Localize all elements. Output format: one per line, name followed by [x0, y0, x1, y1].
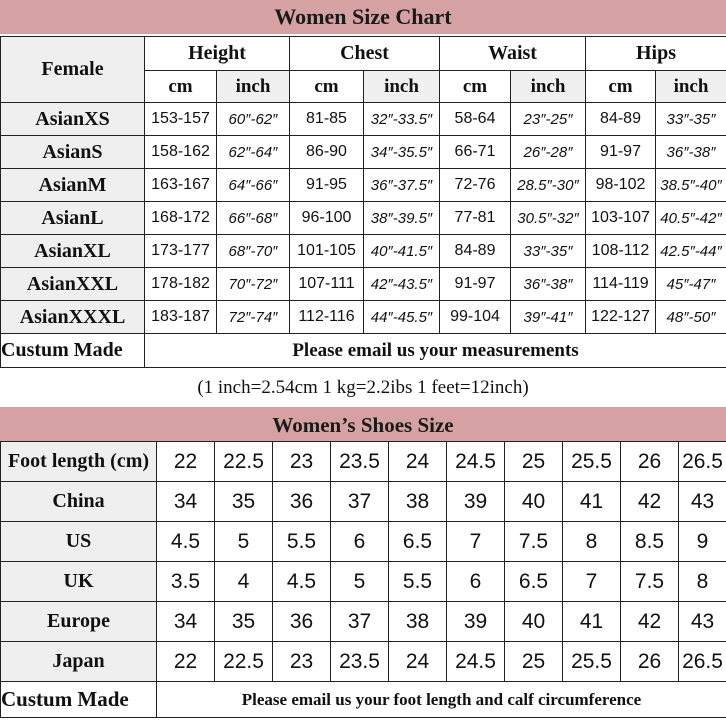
- inch-cell: 33″-35″: [656, 103, 726, 136]
- shoe-size-cell: 24: [389, 442, 447, 482]
- cm-cell: 86-90: [290, 136, 364, 169]
- shoe-size-cell: 39: [447, 602, 505, 642]
- inch-cell: 36″-37.5″: [364, 169, 440, 202]
- shoe-size-cell: 5.5: [273, 522, 331, 562]
- shoe-size-cell: 5.5: [389, 562, 447, 602]
- unit-header: cm: [145, 71, 217, 103]
- inch-cell: 38″-39.5″: [364, 202, 440, 235]
- shoe-row-label: US: [1, 522, 157, 562]
- shoe-size-cell: 5: [331, 562, 389, 602]
- shoe-size-cell: 42: [621, 602, 679, 642]
- shoe-size-cell: 7.5: [621, 562, 679, 602]
- shoe-size-cell: 6: [447, 562, 505, 602]
- conversion-note: (1 inch=2.54cm 1 kg=2.2ibs 1 feet=12inch): [197, 377, 529, 398]
- shoe-size-cell: 34: [157, 482, 215, 522]
- inch-cell: 32″-33.5″: [364, 103, 440, 136]
- cm-cell: 98-102: [586, 169, 656, 202]
- cm-cell: 58-64: [440, 103, 511, 136]
- unit-header: inch: [511, 71, 586, 103]
- shoe-size-cell: 38: [389, 602, 447, 642]
- shoe-row-label: UK: [1, 562, 157, 602]
- inch-cell: 44″-45.5″: [364, 301, 440, 334]
- shoe-size-cell: 42: [621, 482, 679, 522]
- shoe-size-cell: 36: [273, 602, 331, 642]
- size-label: AsianS: [1, 136, 145, 169]
- inch-cell: 42.5″-44″: [656, 235, 726, 268]
- shoe-row-label: China: [1, 482, 157, 522]
- shoe-size-cell: 39: [447, 482, 505, 522]
- shoe-size-cell: 35: [215, 482, 273, 522]
- inch-cell: 28.5″-30″: [511, 169, 586, 202]
- custom-made-message: Please email us your measurements: [145, 334, 726, 368]
- cm-cell: 66-71: [440, 136, 511, 169]
- inch-cell: 62″-64″: [217, 136, 290, 169]
- size-row: [1, 136, 726, 169]
- size-row: [1, 235, 726, 268]
- cm-cell: 96-100: [290, 202, 364, 235]
- shoe-size-cell: 8.5: [621, 522, 679, 562]
- shoe-size-cell: 22.5: [215, 642, 273, 682]
- size-row: [1, 103, 726, 136]
- shoe-size-cell: 26: [621, 642, 679, 682]
- shoe-size-cell: 34: [157, 602, 215, 642]
- inch-cell: 26″-28″: [511, 136, 586, 169]
- group-header-hips: Hips: [586, 37, 726, 71]
- cm-cell: 153-157: [145, 103, 217, 136]
- shoe-size-cell: 23: [273, 642, 331, 682]
- custom-made-label: Custum Made: [1, 334, 145, 368]
- shoe-size-cell: 36: [273, 482, 331, 522]
- shoe-size-cell: 22.5: [215, 442, 273, 482]
- shoe-size-cell: 7: [447, 522, 505, 562]
- unit-header: inch: [217, 71, 290, 103]
- size-label: AsianXL: [1, 235, 145, 268]
- cm-cell: 84-89: [586, 103, 656, 136]
- group-header-chest: Chest: [290, 37, 440, 71]
- shoe-size-cell: 7: [563, 562, 621, 602]
- shoe-size-cell: 4.5: [273, 562, 331, 602]
- shoe-size-cell: 35: [215, 602, 273, 642]
- shoe-size-cell: 25: [505, 642, 563, 682]
- size-row: [1, 202, 726, 235]
- cm-cell: 77-81: [440, 202, 511, 235]
- shoe-size-cell: 41: [563, 482, 621, 522]
- cm-cell: 91-97: [440, 268, 511, 301]
- inch-cell: 60″-62″: [217, 103, 290, 136]
- inch-cell: 30.5″-32″: [511, 202, 586, 235]
- size-label: AsianXXL: [1, 268, 145, 301]
- inch-cell: 40.5″-42″: [656, 202, 726, 235]
- shoe-size-cell: 3.5: [157, 562, 215, 602]
- shoe-size-cell: 6: [331, 522, 389, 562]
- group-header-waist: Waist: [440, 37, 586, 71]
- inch-cell: 33″-35″: [511, 235, 586, 268]
- size-chart-table: [0, 36, 726, 368]
- shoe-size-cell: 8: [679, 562, 726, 602]
- shoe-row-label: Foot length (cm): [1, 442, 157, 482]
- shoe-row-label: Japan: [1, 642, 157, 682]
- shoe-size-cell: 43: [679, 482, 726, 522]
- cm-cell: 112-116: [290, 301, 364, 334]
- shoe-size-cell: 8: [563, 522, 621, 562]
- cm-cell: 91-95: [290, 169, 364, 202]
- shoe-size-cell: 26: [621, 442, 679, 482]
- size-chart-title: Women Size Chart: [0, 0, 726, 34]
- shoe-row: [1, 442, 726, 482]
- unit-header: inch: [364, 71, 440, 103]
- shoe-size-cell: 23.5: [331, 442, 389, 482]
- cm-cell: 178-182: [145, 268, 217, 301]
- inch-cell: 64″-66″: [217, 169, 290, 202]
- shoe-row: [1, 482, 726, 522]
- cm-cell: 158-162: [145, 136, 217, 169]
- shoe-size-cell: 26.5: [679, 442, 726, 482]
- unit-header: inch: [656, 71, 726, 103]
- cm-cell: 168-172: [145, 202, 217, 235]
- shoe-size-cell: 25: [505, 442, 563, 482]
- shoe-row: [1, 602, 726, 642]
- cm-cell: 72-76: [440, 169, 511, 202]
- cm-cell: 122-127: [586, 301, 656, 334]
- cm-cell: 91-97: [586, 136, 656, 169]
- cm-cell: 103-107: [586, 202, 656, 235]
- size-label: AsianM: [1, 169, 145, 202]
- shoe-size-cell: 24.5: [447, 442, 505, 482]
- cm-cell: 173-177: [145, 235, 217, 268]
- shoe-size-cell: 24: [389, 642, 447, 682]
- inch-cell: 42″-43.5″: [364, 268, 440, 301]
- shoe-size-cell: 41: [563, 602, 621, 642]
- size-label: AsianXXXL: [1, 301, 145, 334]
- shoe-size-cell: 26.5: [679, 642, 726, 682]
- shoe-size-cell: 25.5: [563, 642, 621, 682]
- inch-cell: 39″-41″: [511, 301, 586, 334]
- cm-cell: 101-105: [290, 235, 364, 268]
- shoe-size-cell: 9: [679, 522, 726, 562]
- cm-cell: 108-112: [586, 235, 656, 268]
- cm-cell: 81-85: [290, 103, 364, 136]
- shoes-chart-title: Women’s Shoes Size: [0, 407, 726, 441]
- shoe-custom-made-message: Please email us your foot length and calf circumference: [157, 682, 726, 718]
- shoe-size-cell: 7.5: [505, 522, 563, 562]
- cm-cell: 163-167: [145, 169, 217, 202]
- shoe-size-cell: 23.5: [331, 642, 389, 682]
- shoe-row-label: Europe: [1, 602, 157, 642]
- shoe-custom-made-label: Custum Made: [1, 682, 157, 718]
- size-row: [1, 268, 726, 301]
- shoe-size-cell: 40: [505, 482, 563, 522]
- shoe-size-cell: 40: [505, 602, 563, 642]
- female-header: Female: [1, 37, 145, 103]
- shoe-row: [1, 562, 726, 602]
- shoe-size-cell: 37: [331, 482, 389, 522]
- cm-cell: 99-104: [440, 301, 511, 334]
- inch-cell: 45″-47″: [656, 268, 726, 301]
- size-row: [1, 301, 726, 334]
- shoe-size-cell: 4: [215, 562, 273, 602]
- shoe-row: [1, 642, 726, 682]
- shoe-size-cell: 43: [679, 602, 726, 642]
- shoes-size-table: [0, 441, 726, 718]
- group-header-height: Height: [145, 37, 290, 71]
- shoe-size-cell: 23: [273, 442, 331, 482]
- shoe-size-cell: 24.5: [447, 642, 505, 682]
- size-label: AsianL: [1, 202, 145, 235]
- inch-cell: 68″-70″: [217, 235, 290, 268]
- size-row: [1, 169, 726, 202]
- cm-cell: 84-89: [440, 235, 511, 268]
- shoe-size-cell: 38: [389, 482, 447, 522]
- cm-cell: 183-187: [145, 301, 217, 334]
- inch-cell: 36″-38″: [511, 268, 586, 301]
- inch-cell: 40″-41.5″: [364, 235, 440, 268]
- shoe-size-cell: 22: [157, 442, 215, 482]
- unit-header: cm: [290, 71, 364, 103]
- inch-cell: 34″-35.5″: [364, 136, 440, 169]
- inch-cell: 38.5″-40″: [656, 169, 726, 202]
- unit-header: cm: [586, 71, 656, 103]
- shoe-size-cell: 6.5: [505, 562, 563, 602]
- cm-cell: 114-119: [586, 268, 656, 301]
- inch-cell: 36″-38″: [656, 136, 726, 169]
- inch-cell: 72″-74″: [217, 301, 290, 334]
- unit-header: cm: [440, 71, 511, 103]
- shoe-size-cell: 25.5: [563, 442, 621, 482]
- inch-cell: 48″-50″: [656, 301, 726, 334]
- inch-cell: 66″-68″: [217, 202, 290, 235]
- inch-cell: 70″-72″: [217, 268, 290, 301]
- shoe-size-cell: 5: [215, 522, 273, 562]
- shoe-size-cell: 22: [157, 642, 215, 682]
- size-label: AsianXS: [1, 103, 145, 136]
- shoe-row: [1, 522, 726, 562]
- cm-cell: 107-111: [290, 268, 364, 301]
- inch-cell: 23″-25″: [511, 103, 586, 136]
- shoe-size-cell: 37: [331, 602, 389, 642]
- shoe-size-cell: 6.5: [389, 522, 447, 562]
- shoe-size-cell: 4.5: [157, 522, 215, 562]
